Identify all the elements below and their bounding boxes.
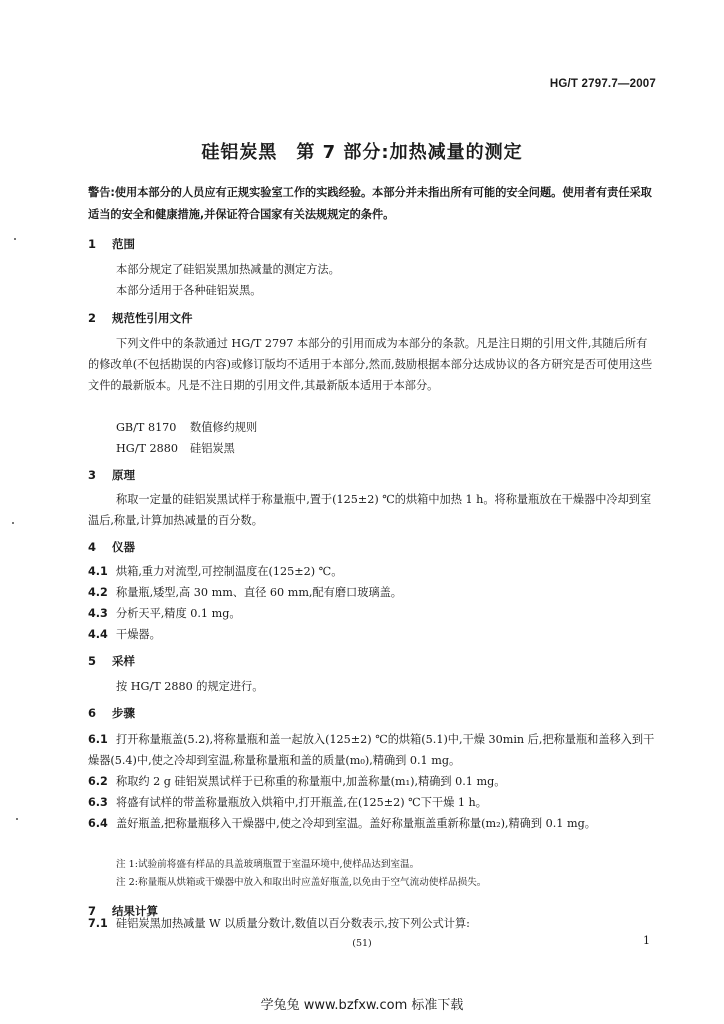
item-number: 4.4 (88, 628, 108, 641)
page-number-center: (51) (352, 938, 372, 949)
item-text: 干燥器。 (116, 628, 161, 641)
reference-name: 数值修约规则 (190, 421, 258, 434)
section-title: 原理 (112, 468, 135, 482)
item-text: 将盛有试样的带盖称量瓶放入烘箱中,打开瓶盖,在(125±2) ℃下干燥 1 h。 (116, 796, 487, 809)
instrument-item (88, 582, 658, 603)
item-text: 称量瓶,矮型,高 30 mm、直径 60 mm,配有磨口玻璃盖。 (116, 586, 402, 599)
section-4-heading (88, 539, 135, 555)
reference-code: GB/T 8170 (116, 421, 177, 434)
standard-code: HG/T 2797.7—2007 (549, 78, 656, 90)
scan-speck (12, 522, 14, 524)
reference-row (116, 438, 235, 459)
item-number: 4.1 (88, 565, 108, 578)
scan-speck (16, 818, 18, 820)
item-text: 盖好瓶盖,把称量瓶移入干燥器中,使之冷却到室温。盖好称量瓶盖重新称量(m₂),精确到 0.1 mg。 (116, 817, 596, 830)
document-title: 硅铝炭黑 第 7 部分:加热减量的测定 (201, 142, 523, 163)
procedure-item (88, 729, 658, 771)
scan-speck (14, 238, 16, 240)
item-number: 6.2 (88, 775, 108, 788)
section-number: 5 (88, 654, 97, 668)
reference-row (116, 417, 257, 438)
instrument-item (88, 561, 658, 582)
watermark-footer: 学兔兔 www.bzfxw.com 标准下载 (260, 998, 464, 1013)
section-2-paragraph: 下列文件中的条款通过 HG/T 2797 本部分的引用而成为本部分的条款。凡是注日期的引用文件,其随后所有的修改单(不包括勘误的内容)或修订版均不适用于本部分,然而,鼓励根据本部分达成协议的各方研究是否可使用这些文件的最新版本。凡是不注日期的引用文件,其最新版本适用于本部分。 (88, 337, 653, 392)
section-1-line-1: 本部分规定了硅铝炭黑加热减量的测定方法。 (116, 263, 340, 276)
item-number: 4.3 (88, 607, 108, 620)
section-6-heading (88, 705, 135, 721)
item-number: 7.1 (88, 917, 108, 930)
section-3-paragraph: 称取一定量的硅铝炭黑试样于称量瓶中,置于(125±2) ℃的烘箱中加热 1 h。将称量瓶放在干燥器中冷却到室温后,称量,计算加热减量的百分数。 (88, 493, 652, 527)
section-number: 4 (88, 540, 97, 554)
item-text: 烘箱,重力对流型,可控制温度在(125±2) ℃。 (116, 565, 343, 578)
procedure-item (88, 813, 658, 834)
item-text: 硅铝炭黑加热减量 W 以质量分数计,数值以百分数表示,按下列公式计算: (116, 917, 470, 930)
section-title: 采样 (112, 654, 135, 668)
section-number: 6 (88, 706, 97, 720)
section-number: 2 (88, 311, 97, 325)
item-text: 打开称量瓶盖(5.2),将称量瓶和盖一起放入(125±2) ℃的烘箱(5.1)中,干燥 30min 后,把称量瓶和盖移入到干燥器(5.4)中,使之冷却到室温,称量称量瓶和盖的质量(m₀),精确到 0.1 mg。 (88, 733, 655, 767)
item-number: 6.1 (88, 733, 108, 746)
section-number: 7 (88, 904, 97, 918)
section-number: 1 (88, 237, 97, 251)
procedure-note-2: 注 2:称量瓶从烘箱或干燥器中放入和取出时应盖好瓶盖,以免由于空气流动使样品损失。 (116, 877, 487, 888)
page-number-right: 1 (643, 934, 650, 947)
item-number: 6.4 (88, 817, 108, 830)
section-5-heading (88, 653, 135, 669)
reference-code: HG/T 2880 (116, 442, 178, 455)
section-1-heading (88, 236, 135, 252)
section-title: 步骤 (112, 706, 135, 720)
section-number: 3 (88, 468, 97, 482)
item-number: 6.3 (88, 796, 108, 809)
section-title: 结果计算 (112, 904, 158, 918)
instrument-item (88, 603, 658, 624)
procedure-note-1: 注 1:试验前将盛有样品的具盖玻璃瓶置于室温环境中,使样品达到室温。 (116, 859, 420, 870)
item-number: 4.2 (88, 586, 108, 599)
section-3-heading (88, 467, 135, 483)
calculation-item (88, 913, 658, 934)
procedure-item (88, 792, 658, 813)
section-2-heading (88, 310, 193, 326)
section-title: 仪器 (112, 540, 135, 554)
section-title: 范围 (112, 237, 135, 251)
item-text: 称取约 2 g 硅铝炭黑试样于已称重的称量瓶中,加盖称量(m₁),精确到 0.1 mg。 (116, 775, 506, 788)
procedure-item (88, 771, 658, 792)
instrument-item (88, 624, 658, 645)
item-text: 分析天平,精度 0.1 mg。 (116, 607, 241, 620)
warning-paragraph: 警告:使用本部分的人员应有正规实验室工作的实践经验。本部分并未指出所有可能的安全问题。使用者有责任采取适当的安全和健康措施,并保证符合国家有关法规规定的条件。 (88, 186, 652, 221)
section-5-line: 按 HG/T 2880 的规定进行。 (116, 680, 264, 693)
section-title: 规范性引用文件 (112, 311, 193, 325)
reference-name: 硅铝炭黑 (190, 442, 235, 455)
section-1-line-2: 本部分适用于各种硅铝炭黑。 (116, 284, 262, 297)
